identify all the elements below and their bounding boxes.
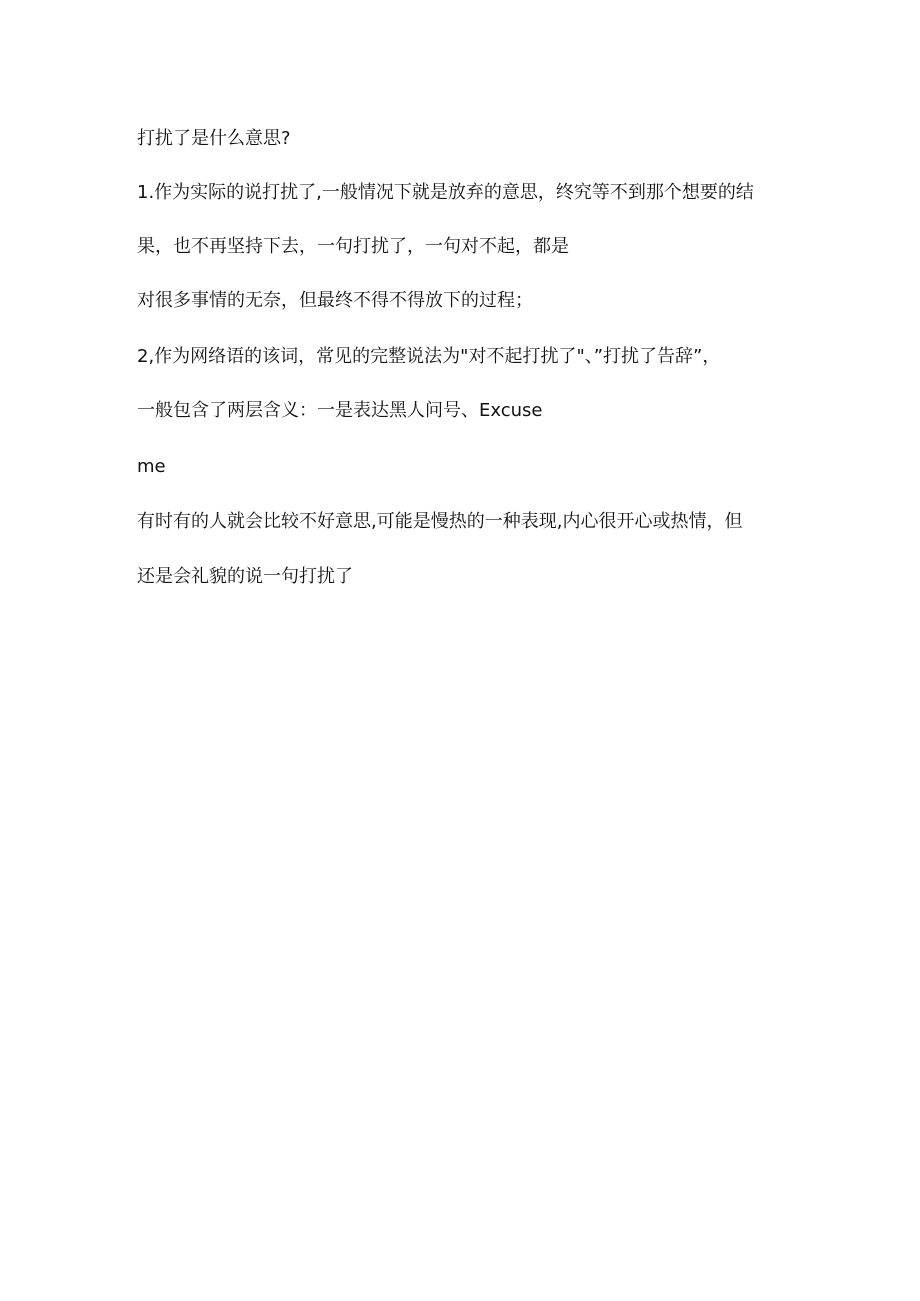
document-title: 打扰了是什么意思? xyxy=(137,128,291,149)
paragraph-line: 1.作为实际的说打扰了,一般情况下就是放弃的意思，终究等不到那个想要的结 xyxy=(137,182,754,203)
paragraph-line: 对很多事情的无奈，但最终不得不得放下的过程； xyxy=(137,290,533,311)
paragraph-line: 一般包含了两层含义：一是表达黑人问号、Excuse xyxy=(137,400,543,421)
paragraph-line: 2,作为网络语的该词，常见的完整说法为"对不起打扰了"、”打扰了告辞”， xyxy=(137,346,721,367)
paragraph-line: 还是会礼貌的说一句打扰了 xyxy=(137,566,353,587)
paragraph-line: 果，也不再坚持下去，一句打扰了，一句对不起，都是 xyxy=(137,236,569,257)
paragraph-line: 有时有的人就会比较不好意思,可能是慢热的一种表现,内心很开心或热情，但 xyxy=(137,511,743,532)
paragraph-line: me xyxy=(137,456,166,477)
